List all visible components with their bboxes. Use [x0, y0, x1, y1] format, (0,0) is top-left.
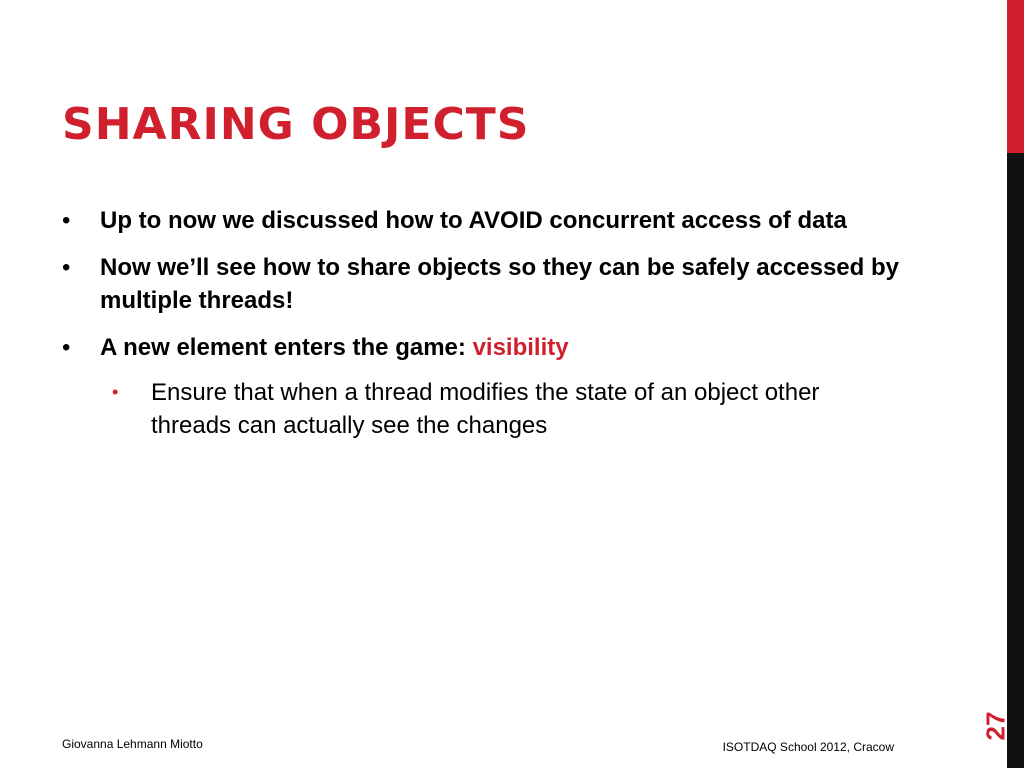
- sub-bullet-marker: •: [112, 382, 119, 402]
- highlight-word: visibility: [472, 334, 569, 361]
- bullet-item: [62, 251, 902, 317]
- bullet-item: [62, 331, 902, 364]
- sub-bullet-text: Ensure that when a thread modifies the state of an object other threads can actually see the changes: [151, 379, 820, 439]
- bullet-marker: •: [62, 254, 71, 281]
- side-bar-dark: [1007, 153, 1024, 768]
- footer-event: ISOTDAQ School 2012, Cracow: [722, 740, 894, 754]
- bullet-marker: •: [62, 207, 71, 234]
- slide-title: SHARING OBJECTS: [62, 99, 530, 150]
- footer-author: Giovanna Lehmann Miotto: [62, 737, 203, 751]
- bullet-text: Now we’ll see how to share objects so they can be safely accessed by multiple threads!: [100, 254, 899, 314]
- bullet-marker: •: [62, 334, 71, 361]
- bullet-item: [62, 204, 902, 237]
- bullet-list: [62, 204, 902, 442]
- bullet-text: A new element enters the game:: [100, 334, 473, 361]
- sub-bullet-item: [100, 376, 902, 442]
- side-bar-accent: [1007, 0, 1024, 153]
- bullet-text: Up to now we discussed how to AVOID concurrent access of data: [100, 207, 847, 234]
- page-number: 27: [980, 711, 1011, 741]
